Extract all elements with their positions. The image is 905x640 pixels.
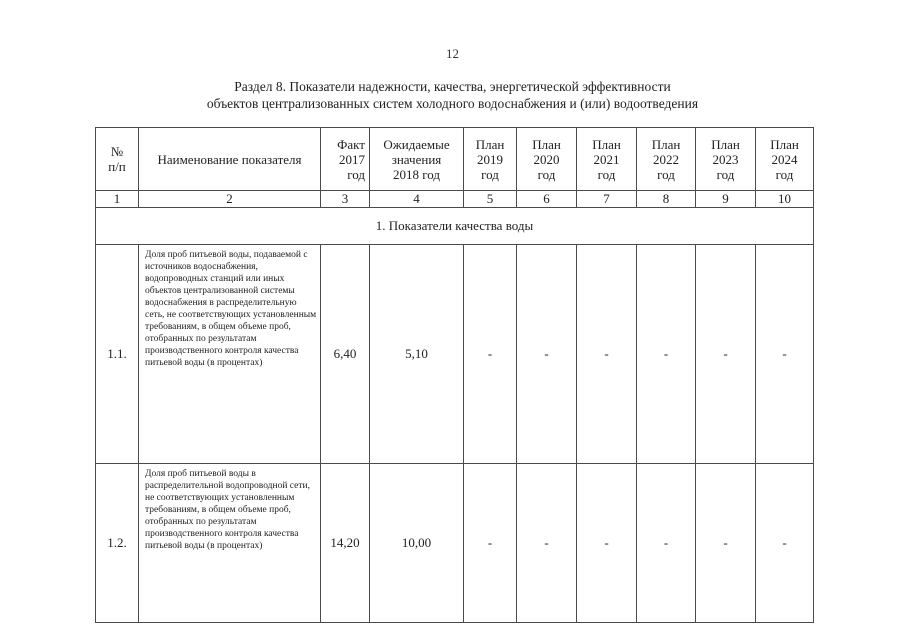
row-number: 1.1. bbox=[96, 245, 139, 464]
header-cell-plan-2020: План 2020 год bbox=[517, 128, 577, 191]
column-number: 4 bbox=[370, 191, 464, 208]
header-cell-name: Наименование показателя bbox=[139, 128, 321, 191]
column-number: 8 bbox=[637, 191, 696, 208]
column-number: 1 bbox=[96, 191, 139, 208]
column-number: 10 bbox=[756, 191, 814, 208]
indicator-name: Доля проб питьевой воды в распределительной водопроводной сети, не соответствующих установленным требованиям, в общем объеме проб, отобранных по результатам производственного контроля качества питьевой воды (в процентах) bbox=[139, 464, 321, 623]
section-heading: 1. Показатели качества воды bbox=[96, 208, 814, 245]
header-cell-plan-2024: План 2024 год bbox=[756, 128, 814, 191]
plan-2021-value: - bbox=[577, 464, 637, 623]
header-cell-plan-2022: План 2022 год bbox=[637, 128, 696, 191]
column-number: 2 bbox=[139, 191, 321, 208]
column-number: 6 bbox=[517, 191, 577, 208]
header-cell-plan-2019: План 2019 год bbox=[464, 128, 517, 191]
header-cell-plan-2021: План 2021 год bbox=[577, 128, 637, 191]
row-number: 1.2. bbox=[96, 464, 139, 623]
column-number: 5 bbox=[464, 191, 517, 208]
header-row bbox=[96, 128, 814, 191]
header-cell-plan-2023: План 2023 год bbox=[696, 128, 756, 191]
section-title bbox=[0, 78, 905, 112]
fact-2017-value: 14,20 bbox=[321, 464, 370, 623]
section-row bbox=[96, 208, 814, 245]
plan-2021-value: - bbox=[577, 245, 637, 464]
column-number: 7 bbox=[577, 191, 637, 208]
plan-2020-value: - bbox=[517, 245, 577, 464]
expected-2018-value: 10,00 bbox=[370, 464, 464, 623]
expected-2018-value: 5,10 bbox=[370, 245, 464, 464]
table-row bbox=[96, 245, 814, 464]
header-cell-num: № п/п bbox=[96, 128, 139, 191]
plan-2022-value: - bbox=[637, 245, 696, 464]
plan-2020-value: - bbox=[517, 464, 577, 623]
plan-2023-value: - bbox=[696, 245, 756, 464]
column-number: 3 bbox=[321, 191, 370, 208]
fact-2017-value: 6,40 bbox=[321, 245, 370, 464]
header-cell-expected-2018: Ожидаемые значения 2018 год bbox=[370, 128, 464, 191]
indicators-table bbox=[95, 127, 814, 623]
plan-2024-value: - bbox=[756, 245, 814, 464]
column-number-row bbox=[96, 191, 814, 208]
indicator-name: Доля проб питьевой воды, подаваемой с источников водоснабжения, водопроводных станций или иных объектов централизованной системы водоснабжения в распределительную сеть, не соответствующих установленным требованиям, в общем объеме проб, отобранных по результатам производственного контроля качества питьевой воды (в процентах) bbox=[139, 245, 321, 464]
page-number: 12 bbox=[446, 46, 459, 61]
header-cell-fact-2017: Факт 2017 год bbox=[321, 128, 370, 191]
table-row bbox=[96, 464, 814, 623]
plan-2024-value: - bbox=[756, 464, 814, 623]
plan-2019-value: - bbox=[464, 245, 517, 464]
column-number: 9 bbox=[696, 191, 756, 208]
plan-2022-value: - bbox=[637, 464, 696, 623]
title-line-2: объектов централизованных систем холодного водоснабжения и (или) водоотведения bbox=[206, 96, 699, 111]
plan-2023-value: - bbox=[696, 464, 756, 623]
title-line-1: Раздел 8. Показатели надежности, качества, энергетической эффективности bbox=[234, 79, 671, 94]
plan-2019-value: - bbox=[464, 464, 517, 623]
